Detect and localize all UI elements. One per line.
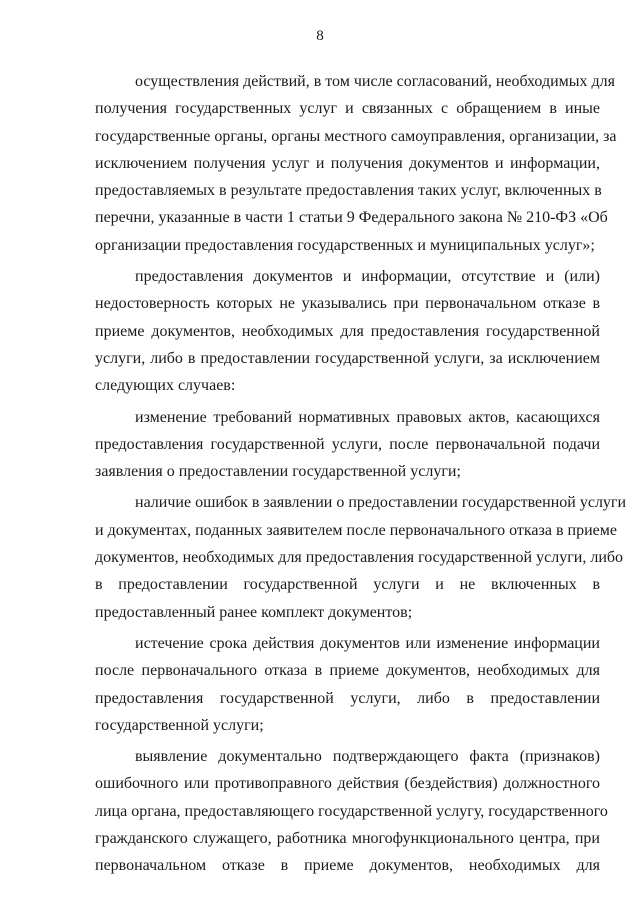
text-line: после первоначального отказа в приеме документов, необходимых для	[95, 662, 600, 680]
paragraph	[95, 404, 600, 486]
text-line: предоставления документов и информации, отсутствие и (или)	[135, 268, 600, 286]
text-line: изменение требований нормативных правовых актов, касающихся	[135, 408, 600, 426]
paragraph	[95, 743, 608, 879]
text-line: ошибочного или противоправного действия (бездействия) должностного	[95, 775, 600, 793]
text-line: и документах, поданных заявителем после первоначального отказа в приеме	[95, 521, 617, 539]
text-line: перечни, указанные в части 1 статьи 9 Федерального закона № 210-ФЗ «Об	[95, 209, 608, 227]
text-line: предоставленный ранее комплект документов;	[95, 603, 413, 621]
text-line: получения государственных услуг и связанных с обращением в иные	[95, 100, 600, 118]
text-line: наличие ошибок в заявлении о предоставлении государственной услуги	[135, 494, 627, 512]
text-line: организации предоставления государственных и муниципальных услуг»;	[95, 236, 595, 254]
text-line: предоставления государственной услуги, после первоначальной подачи	[95, 435, 600, 453]
paragraph	[95, 68, 617, 259]
text-line: предоставляемых в результате предоставления таких услуг, включенных в	[95, 182, 602, 200]
document-body	[95, 68, 627, 884]
text-line: гражданского служащего, работника многофункционального центра, при	[95, 830, 600, 848]
text-line: первоначальном отказе в приеме документов, необходимых для	[95, 857, 600, 875]
text-line: государственной услуги;	[95, 716, 264, 734]
text-line: истечение срока действия документов или изменение информации	[135, 634, 600, 652]
text-line: услуги, либо в предоставлении государственной услуги, за исключением	[95, 349, 600, 367]
text-line: недостоверность которых не указывались при первоначальном отказе в	[95, 295, 600, 313]
paragraph	[95, 630, 600, 739]
text-line: следующих случаев:	[95, 377, 236, 395]
page-number: 8	[316, 28, 324, 44]
text-line: лица органа, предоставляющего государственной услугу, государственного	[95, 802, 608, 820]
text-line: предоставления государственной услуги, либо в предоставлении	[95, 689, 600, 707]
text-line: документов, необходимых для предоставления государственной услуги, либо	[95, 549, 624, 567]
paragraph	[95, 263, 600, 399]
text-line: заявления о предоставлении государственной услуги;	[95, 463, 461, 481]
text-line: исключением получения услуг и получения документов и информации,	[95, 154, 600, 172]
paragraph	[95, 489, 627, 625]
text-line: в предоставлении государственной услуги и не включенных в	[95, 576, 600, 594]
text-line: государственные органы, органы местного самоуправления, организации, за	[95, 127, 617, 145]
text-line: приеме документов, необходимых для предоставления государственной	[95, 322, 600, 340]
text-line: выявление документально подтверждающего факта (признаков)	[135, 748, 600, 766]
text-line: осуществления действий, в том числе согласований, необходимых для	[135, 73, 616, 90]
